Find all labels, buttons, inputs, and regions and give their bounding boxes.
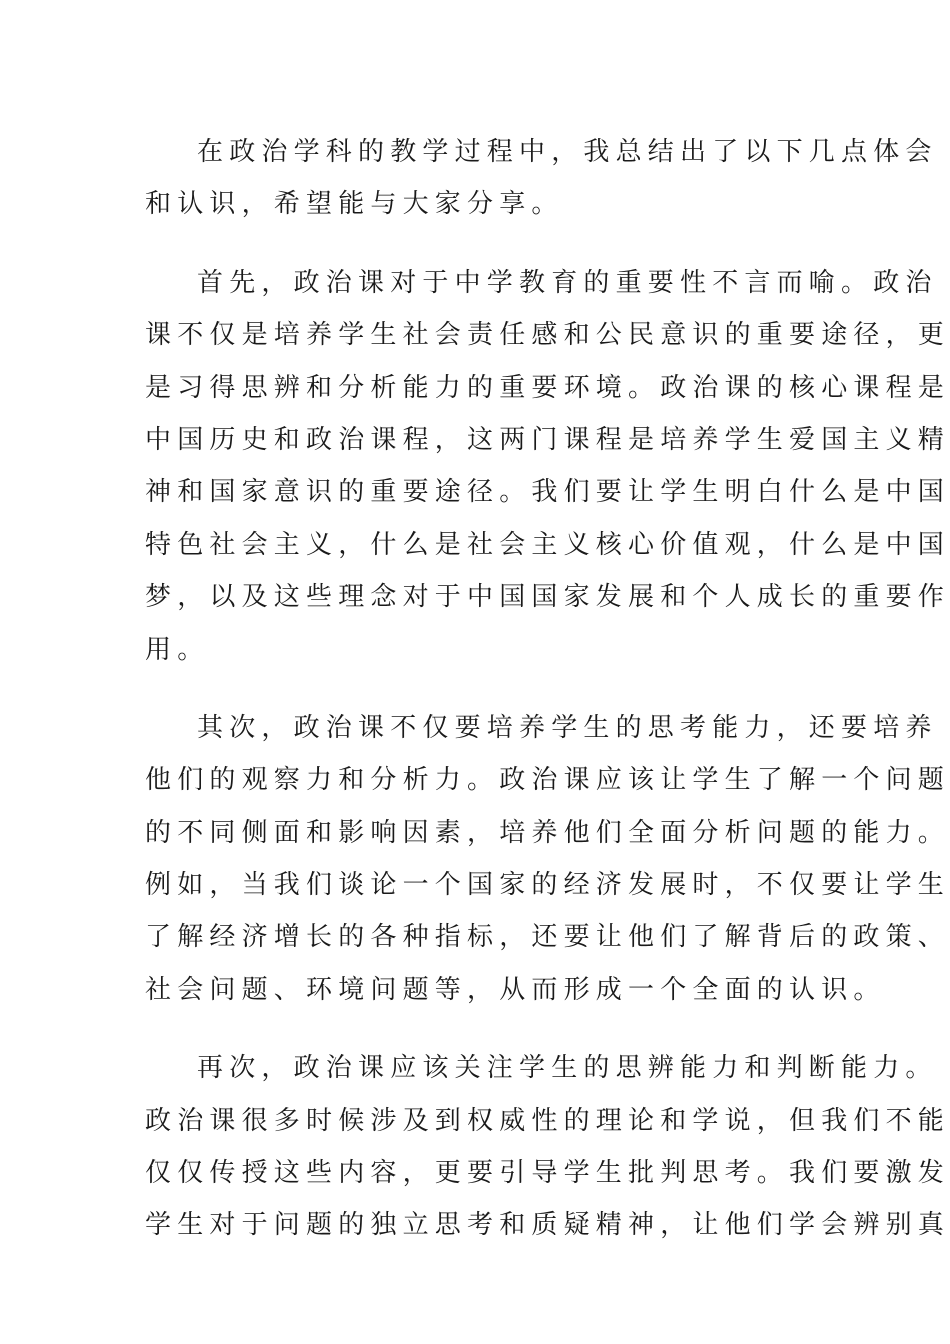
text-line: 再次，政治课应该关注学生的思辨能力和判断能力。 (197, 1053, 938, 1084)
text-line: 课不仅是培养学生社会责任感和公民意识的重要途径，更 (145, 320, 950, 351)
text-line: 用。 (145, 634, 210, 665)
text-line: 社会问题、环境问题等，从而形成一个全面的认识。 (145, 974, 886, 1005)
body-text (145, 126, 950, 1252)
text-line: 其次，政治课不仅要培养学生的思考能力，还要培养 (197, 712, 938, 743)
paragraph-third (145, 1042, 950, 1252)
text-line: 了解经济增长的各种指标，还要让他们了解背后的政策、 (145, 922, 950, 953)
paragraph-first (145, 257, 950, 676)
paragraph-gap (145, 1016, 807, 1042)
text-line: 他们的观察力和分析力。政治课应该让学生了解一个问题 (145, 765, 950, 796)
text-line: 在政治学科的教学过程中，我总结出了以下几点体会 (197, 137, 938, 167)
text-line: 特色社会主义，什么是社会主义核心价值观，什么是中国 (145, 529, 950, 560)
text-line: 中国历史和政治课程，这两门课程是培养学生爱国主义精 (145, 424, 950, 455)
text-line: 是习得思辨和分析能力的重要环境。政治课的核心课程是 (145, 372, 950, 403)
paragraph-gap (145, 231, 807, 257)
text-line: 学生对于问题的独立思考和质疑精神，让他们学会辨别真 (145, 1210, 950, 1241)
text-line: 梦，以及这些理念对于中国国家发展和个人成长的重要作 (145, 582, 950, 613)
text-line: 仅仅传授这些内容，更要引导学生批判思考。我们要激发 (145, 1158, 950, 1189)
text-line: 政治课很多时候涉及到权威性的理论和学说，但我们不能 (145, 1105, 950, 1136)
paragraph-gap (145, 676, 807, 702)
text-line: 和认识，希望能与大家分享。 (145, 189, 564, 220)
text-line: 的不同侧面和影响因素，培养他们全面分析问题的能力。 (145, 817, 950, 848)
text-line: 例如，当我们谈论一个国家的经济发展时，不仅要让学生 (145, 870, 950, 901)
paragraph-intro (145, 126, 938, 231)
text-line: 首先，政治课对于中学教育的重要性不言而喻。政治 (197, 267, 938, 298)
paragraph-second (145, 702, 950, 1016)
text-line: 神和国家意识的重要途径。我们要让学生明白什么是中国 (145, 477, 950, 508)
